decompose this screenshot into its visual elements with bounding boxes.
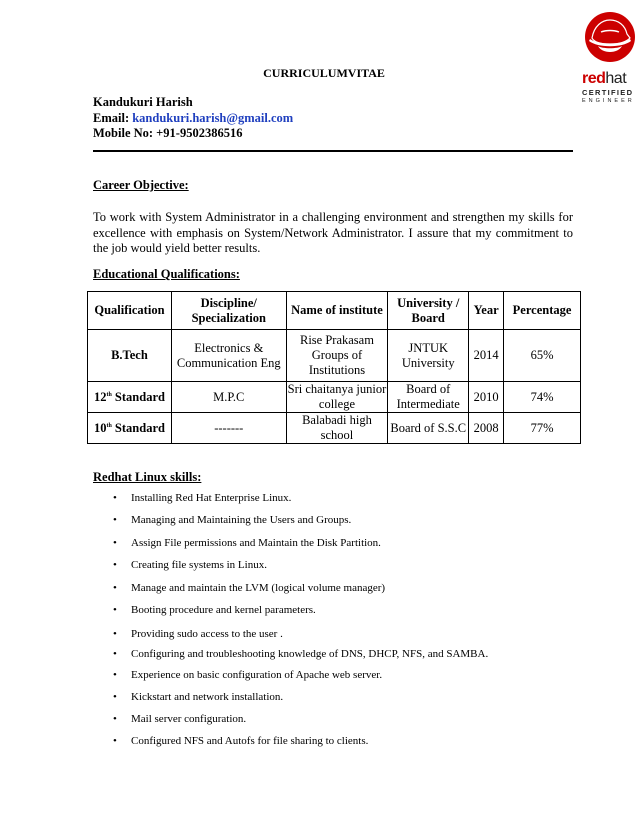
bullet-icon: • — [113, 713, 117, 725]
header-divider — [93, 150, 573, 152]
col-header-board: University / Board — [388, 292, 469, 330]
col-header-qualification: Qualification — [88, 292, 172, 330]
col-header-institute: Name of institute — [286, 292, 388, 330]
wordmark-hat: hat — [605, 70, 627, 87]
cell-year: 2014 — [469, 330, 504, 382]
bullet-icon: • — [113, 648, 117, 660]
bullet-icon: • — [113, 669, 117, 681]
qualification-text: 12 — [93, 390, 107, 405]
career-objective-text: To work with System Administrator in a challenging environment and strengthen my skills for excellence with emphasis on System/Network Administrator. I assure that my commitment to the job would yield better results. — [93, 210, 573, 255]
cell-percentage: 74% — [504, 382, 581, 413]
skill-text: Manage and maintain the LVM (logical volume manager) — [131, 582, 386, 594]
bullet-icon: • — [113, 559, 117, 571]
table-row — [88, 330, 581, 382]
bullet-icon: • — [113, 628, 117, 640]
cell-percentage: 77% — [504, 413, 581, 444]
cell-qualification — [88, 330, 172, 382]
qualification-text: B.Tech — [111, 348, 148, 362]
bullet-icon: • — [113, 514, 117, 526]
skill-text: Assign File permissions and Maintain the Disk Partition. — [131, 537, 381, 549]
bullet-icon: • — [113, 537, 117, 549]
skill-text: Installing Red Hat Enterprise Linux. — [131, 492, 292, 504]
cell-board: Board of Intermediate — [388, 382, 469, 413]
cell-qualification — [88, 413, 172, 444]
certified-label: CERTIFIED — [582, 88, 634, 97]
cell-institute: Rise Prakasam Groups of Institutions — [286, 330, 388, 382]
cell-year: 2010 — [469, 382, 504, 413]
cell-percentage: 65% — [504, 330, 581, 382]
qualification-sup: th — [106, 423, 112, 430]
engineer-label: ENGINEER — [582, 98, 635, 104]
contact-block — [93, 95, 293, 142]
qualification-sup: th — [106, 392, 112, 399]
email-line — [93, 111, 293, 127]
email-link[interactable]: kandukuri.harish@gmail.com — [132, 110, 294, 125]
cell-discipline: M.P.C — [171, 382, 286, 413]
skill-text: Kickstart and network installation. — [131, 691, 284, 703]
education-heading: Educational Qualifications: — [93, 267, 240, 281]
table-row — [88, 382, 581, 413]
skill-text: Mail server configuration. — [131, 713, 247, 725]
redhat-certified-logo — [580, 8, 636, 104]
bullet-icon: • — [113, 582, 117, 594]
col-header-percentage: Percentage — [504, 292, 581, 330]
cell-discipline: Electronics & Communication Eng — [171, 330, 286, 382]
cell-year: 2008 — [469, 413, 504, 444]
wordmark-red: red — [582, 70, 606, 87]
candidate-name: Kandukuri Harish — [93, 95, 193, 109]
skill-text: Booting procedure and kernel parameters. — [131, 604, 316, 616]
cell-board: Board of S.S.C — [388, 413, 469, 444]
skill-text: Configuring and troubleshooting knowledge of DNS, DHCP, NFS, and SAMBA. — [131, 648, 489, 660]
table-header-row — [88, 292, 581, 330]
skill-text: Experience on basic configuration of Apache web server. — [131, 669, 383, 681]
mobile-line: Mobile No: +91-9502386516 — [93, 126, 243, 140]
col-header-year: Year — [469, 292, 504, 330]
career-objective-heading: Career Objective: — [93, 178, 189, 192]
qualification-text: 10 — [93, 421, 107, 436]
document-title: CURRICULUMVITAE — [263, 66, 385, 80]
email-label: Email: — [93, 110, 133, 125]
bullet-icon: • — [113, 604, 117, 616]
education-table — [87, 291, 581, 444]
skill-text: Managing and Maintaining the Users and Groups. — [131, 514, 352, 526]
table-row — [88, 413, 581, 444]
bullet-icon: • — [113, 691, 117, 703]
cell-institute: Balabadi high school — [286, 413, 388, 444]
skill-text: Creating file systems in Linux. — [131, 559, 267, 571]
col-header-discipline: Discipline/ Specialization — [171, 292, 286, 330]
redhat-shadowman-icon — [584, 8, 636, 66]
qualification-suffix: Standard — [111, 390, 165, 405]
bullet-icon: • — [113, 735, 117, 747]
cell-board: JNTUK University — [388, 330, 469, 382]
cell-qualification — [88, 382, 172, 413]
skills-heading: Redhat Linux skills: — [93, 470, 202, 484]
skill-text: Configured NFS and Autofs for file sharing to clients. — [131, 735, 369, 747]
cell-discipline: ------- — [171, 413, 286, 444]
cell-institute: Sri chaitanya junior college — [287, 382, 387, 411]
skill-text: Providing sudo access to the user . — [131, 628, 283, 640]
bullet-icon: • — [113, 492, 117, 504]
qualification-suffix: Standard — [111, 421, 165, 436]
